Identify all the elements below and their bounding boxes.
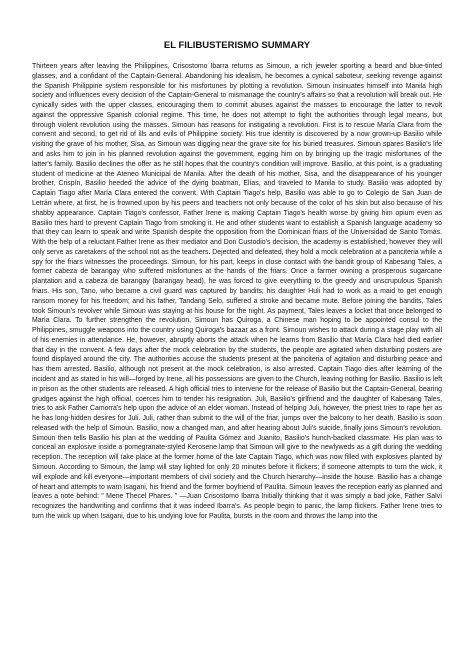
- document-body-text: Thirteen years after leaving the Philippines, Crisostomo Ibarra returns as Simoun, a rich jeweler sporting a beard and blue-tinted glasses, and a confidant of the Captain-General. Abandoning his idealism, he becomes a cynical saboteur, seeking revenge against the Spanish Philippine system responsible for his misfortunes by plotting a revolution. Simoun insinuates himself into Manila high society and influences every decision of the Captain-General to mismanage the country's affairs so that a revolution will break out. He cynically sides with the upper classes, encouraging them to commit abuses against the masses to encourage the latter to revolt against the oppressive Spanish colonial regime. This time, he does not attempt to fight the authorities through legal means, but through violent revolution using the masses. Simoun has reasons for instigating a revolution. First is to rescue María Clara from the convent and second, to get rid of ills and evils of Philippine society. His true identity is discovered by a now grown-up Basilio while visiting the grave of his mother, Sisa, as Simoun was digging near the grave site for his buried treasures. Simoun spares Basilio's life and asks him to join in his planned revolution against the government, egging him on by bringing up the tragic misfortunes of the latter's family. Basilio declines the offer as he still hopes that the country's condition will improve. Basilio, at this point, is a graduating student of medicine at the Ateneo Municipal de Manila. After the death of his mother, Sisa, and the disappearance of his younger brother, Crispín, Basilio heeded the advice of the dying boatman, Elías, and traveled to Manila to study. Basilio was adopted by Captain Tiago after María Clara entered the convent. With Captain Tiago's help, Basilio was able to go to Colegio de San Juan de Letrán where, at first, he is frowned upon by his peers and teachers not only because of the color of his skin but also because of his shabby appearance. Captain Tiago's confessor, Father Irene is making Captain Tiago's health worse by giving him opium even as Basilio tries hard to prevent Captain Tiago from smoking it. He and other students want to establish a Spanish language academy so that they can learn to speak and write Spanish despite the opposition from the Dominican friars of the Universidad de Santo Tomás. With the help of a reluctant Father Irene as their mediator and Don Custodio's decision, the academy is established; however they will only serve as caretakers of the school not as the teachers. Dejected and defeated, they hold a mock celebration at a panciteria while a spy for the friars witnesses the proceedings. Simoun, for his part, keeps in close contact with the bandit group of Kabesang Tales, a former cabeza de barangay who suffered misfortunes at the hands of the friars. Once a farmer owning a prosperous sugarcane plantation and a cabeza de barangay (barangay head), he was forced to give everything to the greedy and unscrupulous Spanish friars. His son, Tano, who became a civil guard was captured by bandits; his daughter Huli had to work as a maid to get enough ransom money for his freedom; and his father, Tandang Selo, suffered a stroke and became mute. Before joining the bandits, Tales took Simoun's revolver while Simoun was staying at his house for the night. As payment, Tales leaves a locket that once belonged to María Clara. To further strengthen the revolution, Simoun has Quiroga, a Chinese man hoping to be appointed consul to the Philippines, smuggle weapons into the country using Quiroga's bazaar as a front. Simoun wishes to attack during a stage play with all of his enemies in attendance. He, however, abruptly aborts the attack when he learns from Basilio that María Clara had died earlier that day in the convent. A few days after the mock celebration by the students, the people are agitated when disturbing posters are found displayed around the city. The authorities accuse the students present at the panciteria of agitation and disturbing peace and has them arrested. Basilio, although not present at the mock celebration, is also arrested. Captain Tiago dies after learning of the incident and as stated in his will—forged by Irene, all his possessions are given to the Church, leaving nothing for Basilio. Basilio is left in prison as the other students are released. A high official tries to intervene for the release of Basilio but the Captain-General, bearing grudges against the high official, coerces him to tender his resignation. Juli, Basilio's girlfriend and the daughter of Kabesang Tales, tries to ask Father Camorra's help upon the advice of an elder woman. Instead of helping Juli, however, the priest tries to rape her as he has long-hidden desires for Juli. Juli, rather than submit to the will of the friar, jumps over the balcony to her death. Basilio is soon released with the help of Simoun. Basilio, now a changed man, and after hearing about Juli's suicide, finally joins Simoun's revolution. Simoun then tells Basilio his plan at the wedding of Paulita Gómez and Juanito, Basilio's hunch-backed classmate. His plan was to conceal an explosive inside a pomegranate-styled Kerosene lamp that Simoun will give to the newlyweds as a gift during the wedding reception. The reception will take place at the former home of the late Captain Tiago, which was now filled with explosives planted by Simoun. According to Simoun, the lamp will stay lighted for only 20 minutes before it flickers; if someone attempts to turn the wick, it will explode and kill everyone—important members of civil society and the Church hierarchy—inside the house. Basilio has a change of heart and attempts to warn Isagani, his friend and the former boyfriend of Paulita. Simoun leaves the reception early as planned and leaves a note behind: " Mene Thecel Phares. " —Juan Crisostomo Ibarra Initially thinking that it was simply a bad joke, Father Salví recognizes the handwriting and confirms that it was indeed Ibarra's. As people begin to panic, the lamp flickers. Father Irene tries to turn the wick up when Isagani, due to his undying love for Paulita, bursts in the room and throws the lamp into the: [32, 63, 442, 520]
- document-title: EL FILIBUSTERISMO SUMMARY: [163, 40, 311, 51]
